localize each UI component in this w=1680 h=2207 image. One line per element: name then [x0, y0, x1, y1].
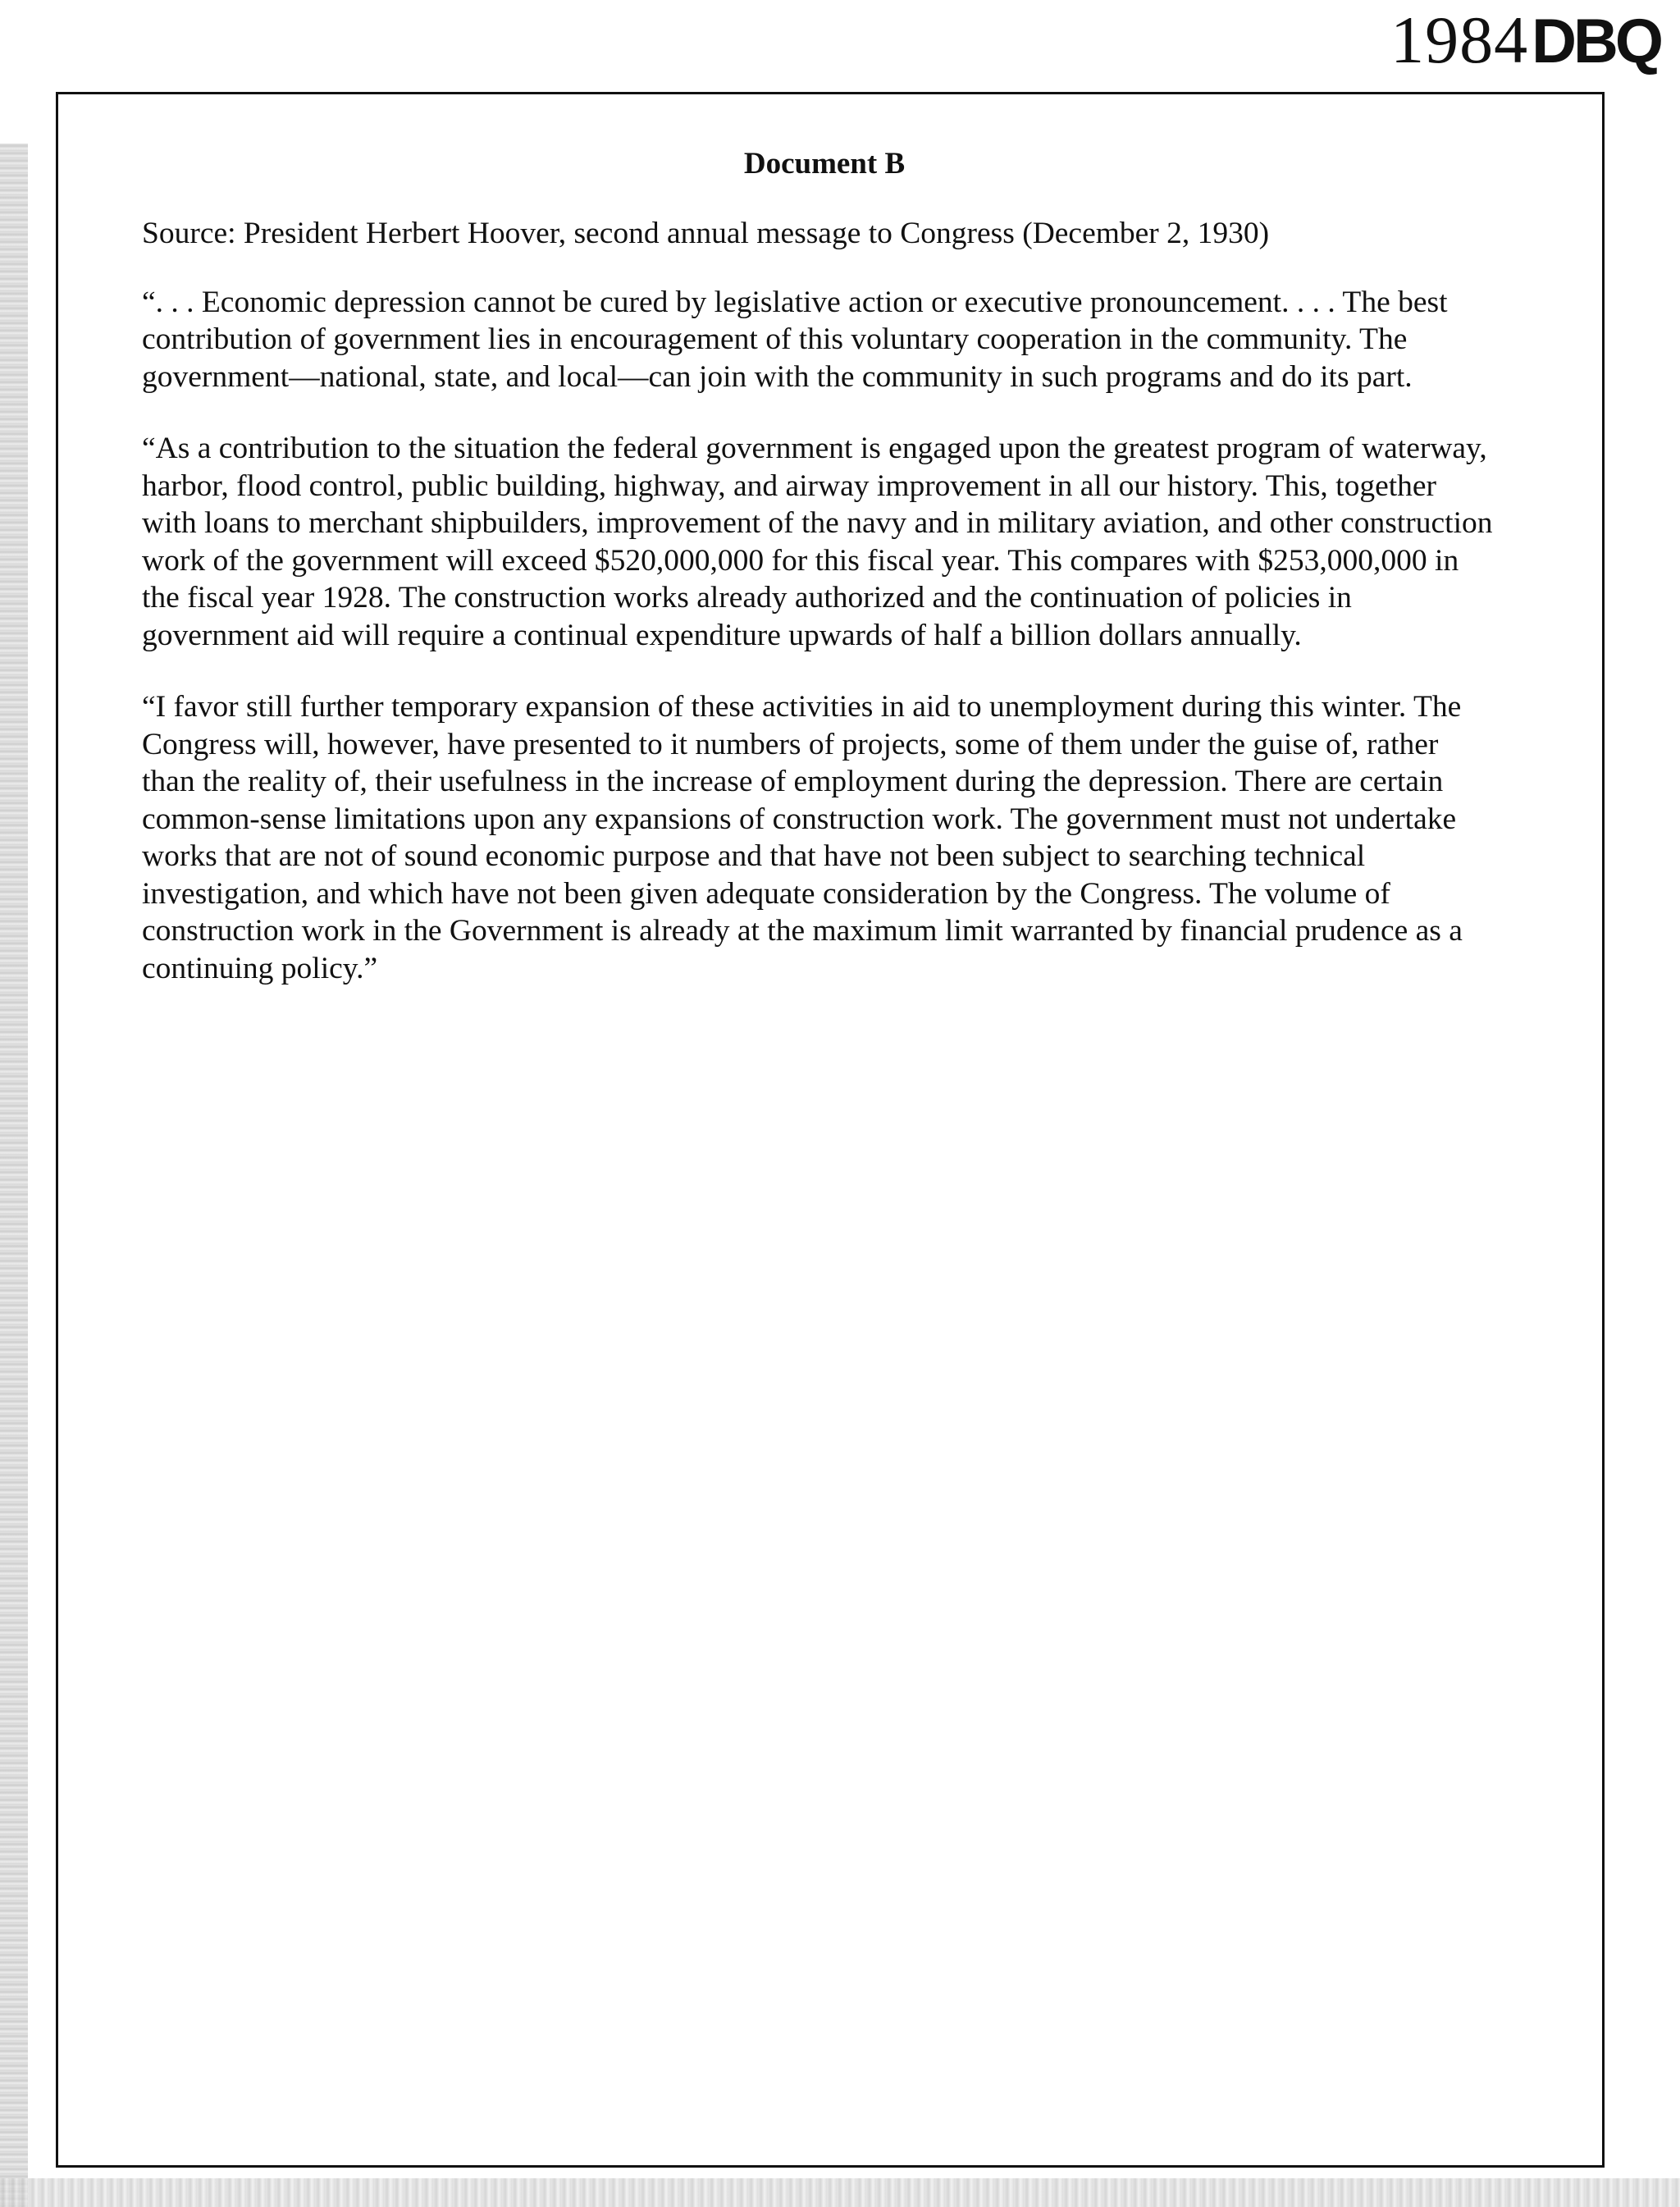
- scan-edge-left: [0, 144, 28, 2207]
- quote-paragraph-2: “As a contribution to the situation the federal government is engaged upon the greatest program of waterway, harbor, flood control, public building, highway, and airway improvement in all our history. This, together with loans to merchant shipbuilders, improvement of the navy and in military aviation, and other construction work of the government will exceed $520,000,000 for this fiscal year. This compares with $253,000,000 in the fiscal year 1928. The construction works already authorized and the continuation of policies in government aid will require a continual expenditure upwards of half a billion dollars annually.: [142, 432, 1493, 652]
- quote-paragraph-1: “. . . Economic depression cannot be cured by legislative action or executive pronouncement. . . . The best contribution of government lies in encouragement of this voluntary cooperation in the community. The government—national, state, and local—can join with the community in such programs and do its part.: [142, 285, 1448, 394]
- header-year: 1984: [1390, 2, 1529, 77]
- page-header-label: [1390, 2, 1660, 77]
- header-dbq: DBQ: [1532, 7, 1660, 76]
- document-body: [142, 215, 1495, 1021]
- scan-edge-bottom: [0, 2178, 1680, 2207]
- document-title: Document B: [743, 147, 906, 180]
- document-source: Source: President Herbert Hoover, second annual message to Congress (December 2, 1930): [142, 217, 1270, 250]
- quote-paragraph-3: “I favor still further temporary expansion of these activities in aid to unemployment during this winter. The Congress will, however, have presented to it numbers of projects, some of them under the guise of, rather than the reality of, their usefulness in the increase of employment during the depression. There are certain common-sense limitations upon any expansions of construction work. The government must not undertake works that are not of sound economic purpose and that have not been subject to searching technical investigation, and which have not been given adequate consideration by the Congress. The volume of construction work in the Government is already at the maximum limit warranted by financial prudence as a continuing policy.”: [142, 690, 1463, 985]
